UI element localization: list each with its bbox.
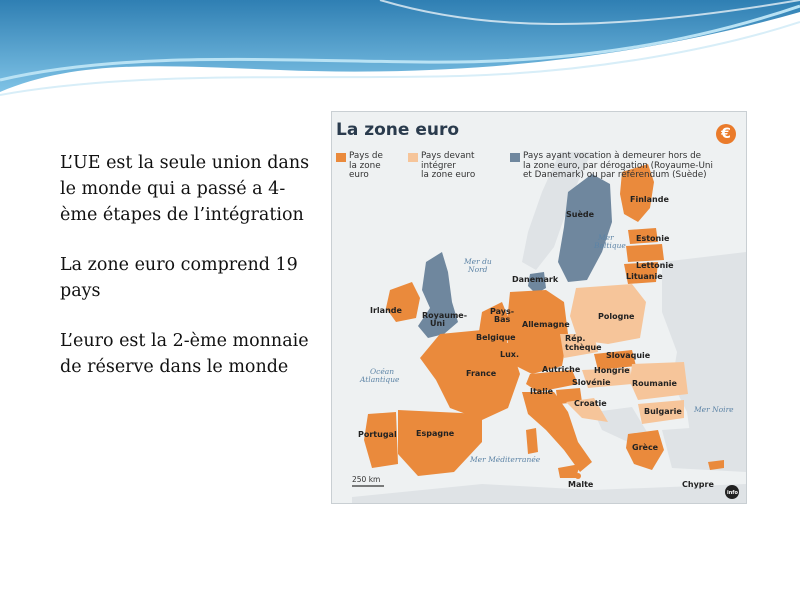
label-croatie: Croatie — [574, 399, 607, 408]
legend-euro-zone — [336, 152, 402, 186]
map-title: La zone euro — [336, 120, 460, 140]
label-espagne: Espagne — [416, 429, 455, 438]
legend-opt-out — [510, 152, 742, 186]
label-malte: Malte — [568, 480, 594, 489]
country-espagne — [398, 410, 482, 476]
land-turkey — [662, 424, 746, 472]
bullet-text: La zone euro comprend 19 pays — [60, 255, 298, 301]
label-suede: Suède — [566, 210, 595, 219]
legend-text-euro: Pays de la zone euro — [349, 151, 383, 180]
bullet-text: L’UE est la seule union dans le monde qui a passé a 4-ème étapes de l’intégration — [60, 153, 310, 225]
label-royaume-uni-line1: Royaume- — [422, 311, 468, 320]
label-estonie: Estonie — [636, 234, 670, 243]
label-france: France — [466, 369, 497, 378]
bullet-item — [44, 328, 314, 380]
label-portugal: Portugal — [358, 430, 397, 439]
header-wave-decoration — [0, 0, 800, 110]
label-slovenie: Slovénie — [572, 378, 611, 387]
label-lituanie: Lituanie — [626, 272, 663, 281]
label-chypre: Chypre — [682, 480, 714, 489]
legend-swatch-euro — [336, 153, 346, 162]
bullet-item — [44, 150, 314, 228]
label-pays-bas-line2: Bas — [494, 315, 511, 324]
bullet-list — [44, 150, 314, 404]
label-mer-baltique-line2: Baltique — [594, 241, 626, 250]
legend-swatch-opt-out — [510, 153, 520, 162]
bullet-item — [44, 252, 314, 304]
label-pays-bas-line1: Pays- — [490, 307, 515, 316]
euro-icon: € — [716, 124, 736, 144]
label-irlande: Irlande — [370, 306, 402, 315]
label-allemagne: Allemagne — [522, 320, 570, 329]
label-grece: Grèce — [632, 443, 659, 452]
legend-candidate — [408, 152, 508, 186]
label-finlande: Finlande — [630, 195, 669, 204]
country-portugal — [364, 412, 398, 468]
label-belgique: Belgique — [476, 333, 516, 342]
label-italie: Italie — [530, 387, 554, 396]
label-mer-baltique-line1: Mer — [598, 233, 614, 242]
label-ocean-line1: Océan — [370, 367, 395, 376]
label-rep-tcheque-line2: tchèque — [565, 343, 602, 352]
label-mer-noire: Mer Noire — [694, 405, 734, 414]
label-mer-du-nord-line1: Mer du — [464, 257, 492, 266]
label-bulgarie: Bulgarie — [644, 407, 682, 416]
label-slovaquie: Slovaquie — [606, 351, 651, 360]
bullet-text: L’euro est la 2-ème monnaie de réserve dans le monde — [60, 331, 309, 377]
country-lettonie — [626, 244, 664, 262]
info-logo-text: info — [727, 490, 738, 496]
label-roumanie: Roumanie — [632, 379, 677, 388]
euro-zone-map — [331, 111, 747, 504]
label-danemark: Danemark — [512, 275, 559, 284]
country-sardaigne — [526, 428, 538, 454]
label-autriche: Autriche — [542, 365, 581, 374]
country-irlande — [386, 282, 420, 322]
label-hongrie: Hongrie — [594, 366, 630, 375]
legend-text-candidate: Pays devant intégrer la zone euro — [421, 151, 476, 180]
country-malte — [575, 473, 581, 479]
label-lux: Lux. — [500, 350, 519, 359]
label-rep-tcheque-line1: Rép. — [565, 334, 586, 343]
label-mer-mediterranee: Mer Méditerranée — [470, 455, 541, 464]
label-ocean-line2: Atlantique — [360, 375, 400, 384]
label-pologne: Pologne — [598, 312, 635, 321]
label-royaume-uni-line2: Uni — [430, 319, 445, 328]
label-lettonie: Lettonie — [636, 261, 674, 270]
label-mer-du-nord-line2: Nord — [468, 265, 488, 274]
legend-swatch-candidate — [408, 153, 418, 162]
legend-text-opt-out: Pays ayant vocation à demeurer hors de la zone euro, par dérogation (Royaume-Uni et Danemark) ou par référendum (Suède) — [523, 151, 713, 180]
scale-label: 250 km — [352, 475, 381, 484]
